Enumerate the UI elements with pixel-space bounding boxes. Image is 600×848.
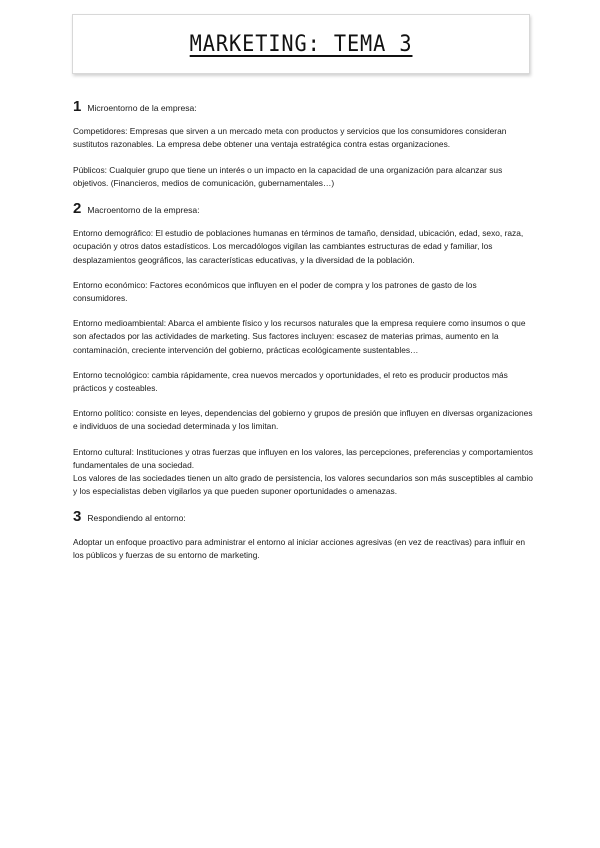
section-macroentorno [73, 202, 533, 498]
paragraph-entorno-cultural: Entorno cultural: Instituciones y otras fuerzas que influyen en los valores, las percepciones, preferencias y comportamientos fundamentales de una sociedad. Los valores de las sociedades tienen un alto grado de persistencia, los valores secundarios son más susceptibles al cambio y los especialistas deben vigilarlos ya que pueden suponer oportunidades o amenazas. [73, 446, 533, 497]
section-title: Respondiendo al entorno: [87, 513, 186, 524]
paragraph-entorno-politico: Entorno político: consiste en leyes, dependencias del gobierno y grupos de presión que influyen en diversas organizaciones e individuos de una sociedad determinada y los limitan. [73, 408, 533, 432]
section-number: 1 [73, 98, 82, 115]
paragraph-entorno-medioambiental: Entorno medioambiental: Abarca el ambiente físico y los recursos naturales que la empresa requiere como insumos o que son afectados por las actividades de marketing. Sus factores incluyen: escasez de materias primas, aumento en la contaminación, creciente intervención del gobierno, prácticas ecológicamente sustentables… [73, 318, 526, 355]
paragraph-entorno-demografico: Entorno demográfico: El estudio de poblaciones humanas en términos de tamaño, densidad, ubicación, edad, sexo, raza, ocupación y otros datos estadísticos. Los mercadólogos vigilan las cambiantes estructuras de edad y familiar, los desplazamientos geográficos, las características educativas, y la diversidad de la población. [73, 228, 524, 265]
section-title: Microentorno de la empresa: [87, 103, 197, 113]
section-respondiendo [73, 510, 533, 562]
document-body [73, 100, 533, 574]
section-microentorno [73, 100, 533, 190]
paragraph-publicos: Públicos: Cualquier grupo que tiene un interés o un impacto en la capacidad de una organización para alcanzar sus objetivos. (Financieros, medios de comunicación, gubernamentales…) [73, 164, 503, 188]
paragraph-competidores: Competidores: Empresas que sirven a un mercado meta con productos y servicios que los consumidores consideran sustitutos razonables. La empresa debe obtener una ventaja estratégica contra estas organizaciones. [73, 126, 507, 150]
section-heading [73, 100, 533, 115]
title-box [72, 14, 530, 74]
section-heading [73, 202, 533, 217]
section-number: 2 [73, 200, 82, 218]
section-number: 3 [73, 508, 82, 526]
page-title: MARKETING: TEMA 3 [189, 31, 413, 57]
paragraph-entorno-tecnologico: Entorno tecnológico: cambia rápidamente, crea nuevos mercados y oportunidades, el reto es producir productos más prácticos y costeables. [73, 369, 508, 394]
section-heading [73, 510, 533, 525]
paragraph-enfoque-proactivo: Adoptar un enfoque proactivo para administrar el entorno al iniciar acciones agresivas (en vez de reactivas) para influir en los públicos y fuerzas de su entorno de marketing. [73, 536, 526, 560]
paragraph-entorno-economico: Entorno económico: Factores económicos que influyen en el poder de compra y los patrones de gasto de los consumidores. [73, 279, 477, 304]
section-title: Macroentorno de la empresa: [87, 205, 200, 216]
